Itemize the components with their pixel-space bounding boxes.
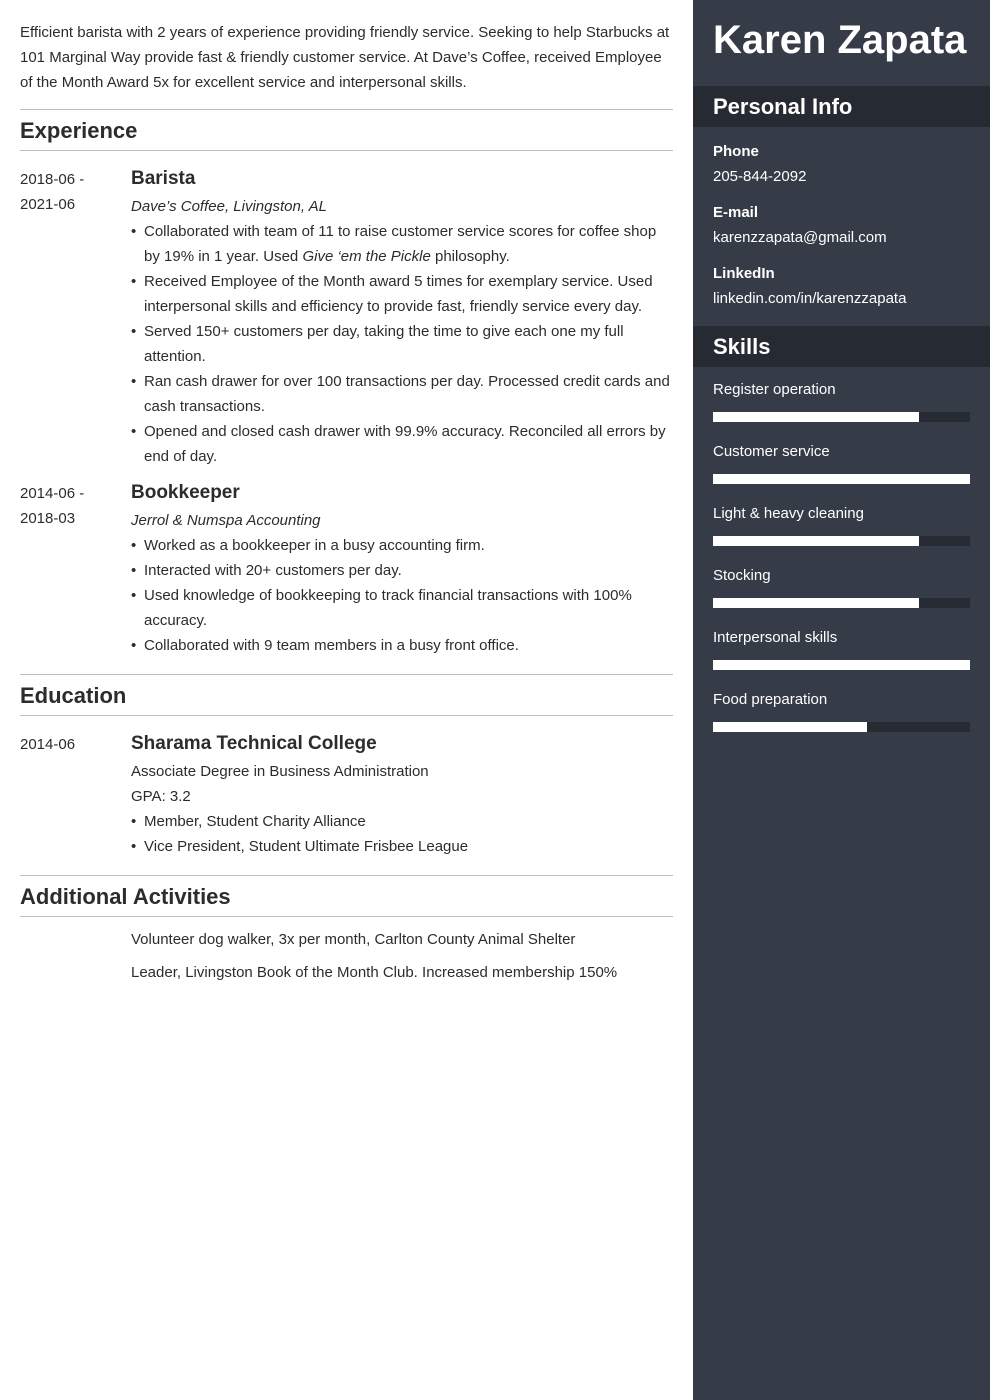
sidebar	[693, 0, 990, 1400]
skill-name: Customer service	[713, 443, 830, 460]
linkedin-value: linkedin.com/in/karenzzapata	[713, 290, 907, 307]
email-value: karenzzapata@gmail.com	[713, 229, 887, 246]
skill-item	[713, 565, 970, 608]
skill-item	[713, 689, 970, 732]
skill-bar-fill	[713, 474, 970, 484]
job-date: 2014-06 - 2018-03	[20, 485, 85, 527]
education-date: 2014-06	[20, 736, 76, 753]
list-item: • Interacted with 20+ customers per day.	[131, 558, 673, 583]
list-item: • Received Employee of the Month award 5 times for exemplary service. Used interpersonal skills and efficiency to provide fast, friendly service every day.	[131, 269, 673, 319]
education-body	[131, 732, 673, 859]
phone-label: Phone	[713, 143, 759, 160]
list-item: • Collaborated with 9 team members in a busy front office.	[131, 633, 673, 658]
list-item: • Worked as a bookkeeper in a busy accounting firm.	[131, 533, 673, 558]
activities-title: Additional Activities	[20, 875, 673, 917]
job-title: Bookkeeper	[131, 482, 240, 503]
phone-value: 205-844-2092	[713, 168, 807, 185]
skill-bar	[713, 412, 970, 422]
job-bullets	[131, 533, 673, 658]
activities-list	[20, 927, 673, 985]
list-item: • Ran cash drawer for over 100 transactions per day. Processed credit cards and cash transactions.	[131, 369, 673, 419]
email-label: E-mail	[713, 204, 759, 221]
skills-list	[693, 367, 990, 763]
job-company: Dave’s Coffee, Livingston, AL	[131, 198, 327, 215]
degree: Associate Degree in Business Administration	[131, 763, 429, 780]
job-body	[131, 167, 673, 469]
skill-bar-fill	[713, 598, 919, 608]
list-item: • Used knowledge of bookkeeping to track financial transactions with 100% accuracy.	[131, 583, 673, 633]
skill-bar	[713, 660, 970, 670]
list-item: • Opened and closed cash drawer with 99.9% accuracy. Reconciled all errors by end of day.	[131, 419, 673, 469]
education-title: Education	[20, 674, 673, 716]
skill-bar	[713, 598, 970, 608]
skill-name: Stocking	[713, 567, 771, 584]
education-entry	[20, 732, 673, 859]
list-item: • Vice President, Student Ultimate Frisbee League	[131, 834, 673, 859]
skill-bar-fill	[713, 412, 919, 422]
skill-bar	[713, 722, 970, 732]
job-company: Jerrol & Numspa Accounting	[131, 512, 321, 529]
summary: Efficient barista with 2 years of experience providing friendly service. Seeking to help Starbucks at 101 Marginal Way provide fast & friendly customer service. At Dave’s Coffee, received Employee of the Month Award 5x for excellent service and interpersonal skills.	[20, 24, 670, 91]
personal-info	[693, 127, 990, 326]
job-body	[131, 481, 673, 658]
skills-title: Skills	[693, 326, 990, 367]
education-section	[20, 674, 673, 859]
skill-name: Register operation	[713, 381, 836, 398]
school-name: Sharama Technical College	[131, 733, 377, 754]
job-date: 2018-06 - 2021-06	[20, 171, 85, 213]
skill-bar-fill	[713, 722, 867, 732]
list-item: Volunteer dog walker, 3x per month, Carlton County Animal Shelter	[131, 931, 576, 948]
personal-info-title: Personal Info	[693, 86, 990, 127]
job-title: Barista	[131, 168, 196, 189]
skill-name: Light & heavy cleaning	[713, 505, 864, 522]
skill-name: Food preparation	[713, 691, 828, 708]
skill-item	[713, 627, 970, 670]
education-bullets	[131, 809, 673, 859]
skill-bar	[713, 474, 970, 484]
activities-section	[20, 875, 673, 985]
job-entry	[20, 167, 673, 469]
skill-item	[713, 503, 970, 546]
job-bullets	[131, 219, 673, 469]
skill-bar-fill	[713, 536, 919, 546]
skill-bar-fill	[713, 660, 970, 670]
list-item: • Served 150+ customers per day, taking the time to give each one my full attention.	[131, 319, 673, 369]
experience-title: Experience	[20, 109, 673, 151]
skill-item	[713, 441, 970, 484]
skill-bar	[713, 536, 970, 546]
experience-section	[20, 109, 673, 658]
skill-name: Interpersonal skills	[713, 629, 838, 646]
list-item: • Member, Student Charity Alliance	[131, 809, 673, 834]
list-item: • Collaborated with team of 11 to raise customer service scores for coffee shop by 19% in 1 year. Used Give ‘em the Pickle philosophy.	[131, 219, 673, 269]
candidate-name: Karen Zapata	[713, 18, 967, 62]
linkedin-label: LinkedIn	[713, 265, 775, 282]
skill-item	[713, 379, 970, 422]
main-column	[20, 20, 673, 993]
gpa: GPA: 3.2	[131, 788, 191, 805]
list-item: Leader, Livingston Book of the Month Club. Increased membership 150%	[131, 964, 618, 981]
job-entry	[20, 481, 673, 658]
